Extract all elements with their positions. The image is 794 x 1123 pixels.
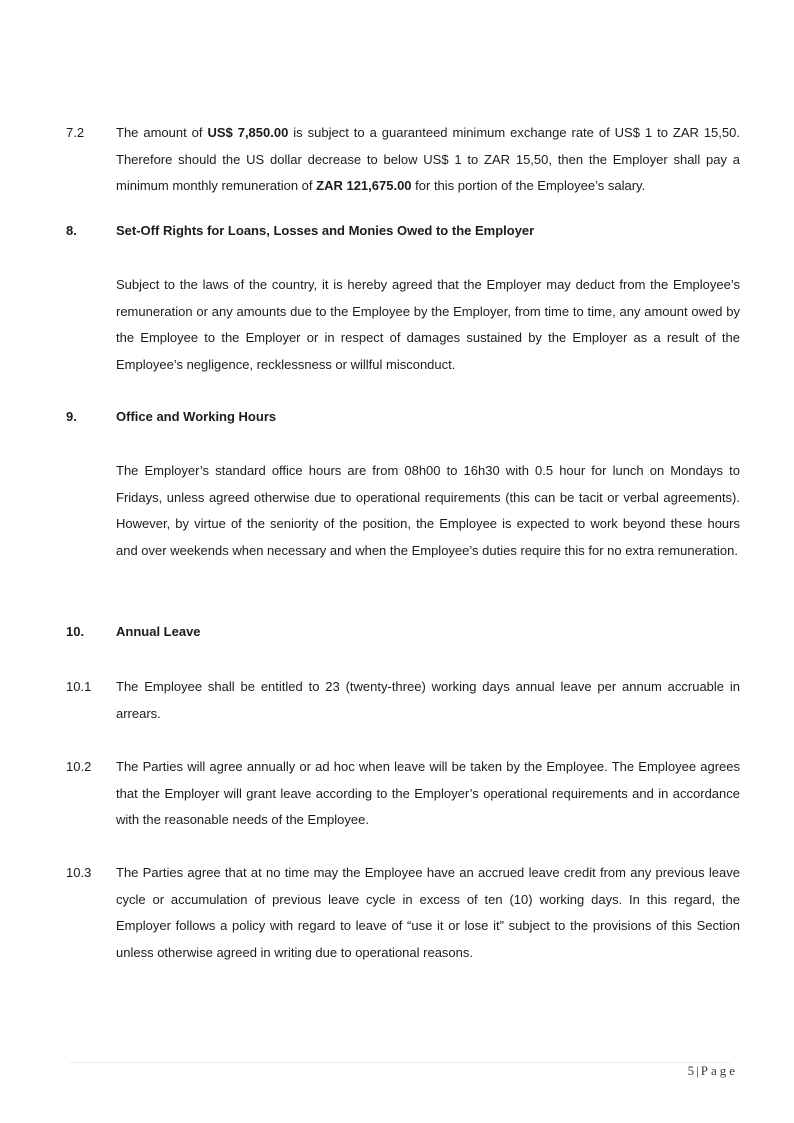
page-number: 5 [687, 1063, 695, 1078]
clause-7-2-text-a: The amount of [116, 125, 208, 140]
amount-usd: US$ 7,850.00 [207, 125, 289, 140]
clause-10-1-body: The Employee shall be entitled to 23 (twenty-three) working days annual leave per annum accruable in arrears. [116, 679, 740, 721]
clause-number-10-1: 10.1 [66, 679, 92, 694]
page-footer [688, 1063, 738, 1079]
section-number-9: 9. [66, 409, 77, 424]
clause-10-2-body: The Parties will agree annually or ad hoc when leave will be taken by the Employee. The Employee agrees that the Employer will grant leave according to the Employer’s operational requirements and in accordance with the reasonable needs of the Employee. [116, 759, 740, 827]
clause-7-2-text-c: for this portion of the Employee’s salary. [411, 178, 646, 193]
clause-10-3-body: The Parties agree that at no time may the Employee have an accrued leave credit from any previous leave cycle or accumulation of previous leave cycle in excess of ten (10) working days. In this regard, the Employer follows a policy with regard to leave of “use it or lose it” subject to the provisions of this Section unless otherwise agreed in writing due to operational reasons. [116, 865, 740, 960]
section-10-heading: Annual Leave [116, 624, 201, 639]
section-8-body: Subject to the laws of the country, it is hereby agreed that the Employer may deduct from the Employee’s remuneration or any amounts due to the Employee by the Employer, from time to time, any amount owed by the Employee to the Employer or in respect of damages sustained by the Employer as a result of the Employee’s negligence, recklessness or willful misconduct. [116, 277, 740, 372]
amount-zar: ZAR 121,675.00 [316, 178, 412, 193]
clause-number-10-3: 10.3 [66, 865, 92, 880]
section-number-10: 10. [66, 624, 85, 639]
page-separator: | [696, 1063, 699, 1078]
clause-7-2-text-b: is subject to a guaranteed minimum exchange rate of US$ 1 to ZAR 15,50. Therefore should the US dollar decrease to below US$ 1 to ZAR 15,50, then the Employer shall pay a minimum monthly remuneration of [116, 125, 740, 193]
page-label: Page [700, 1063, 738, 1078]
clause-number-10-2: 10.2 [66, 759, 92, 774]
clause-number-7-2: 7.2 [66, 125, 85, 140]
footer-divider [70, 1062, 730, 1063]
clause-7-2-text [116, 120, 740, 200]
section-9-heading: Office and Working Hours [116, 409, 277, 424]
section-9-body: The Employer’s standard office hours are from 08h00 to 16h30 with 0.5 hour for lunch on Mondays to Fridays, unless agreed otherwise due to operational requirements (this can be tacit or verbal agreements). However, by virtue of the seniority of the position, the Employee is expected to work beyond these hours and over weekends when necessary and when the Employee’s duties require this for no extra remuneration. [116, 463, 740, 558]
section-8-heading: Set-Off Rights for Loans, Losses and Monies Owed to the Employer [116, 223, 535, 238]
section-number-8: 8. [66, 223, 77, 238]
